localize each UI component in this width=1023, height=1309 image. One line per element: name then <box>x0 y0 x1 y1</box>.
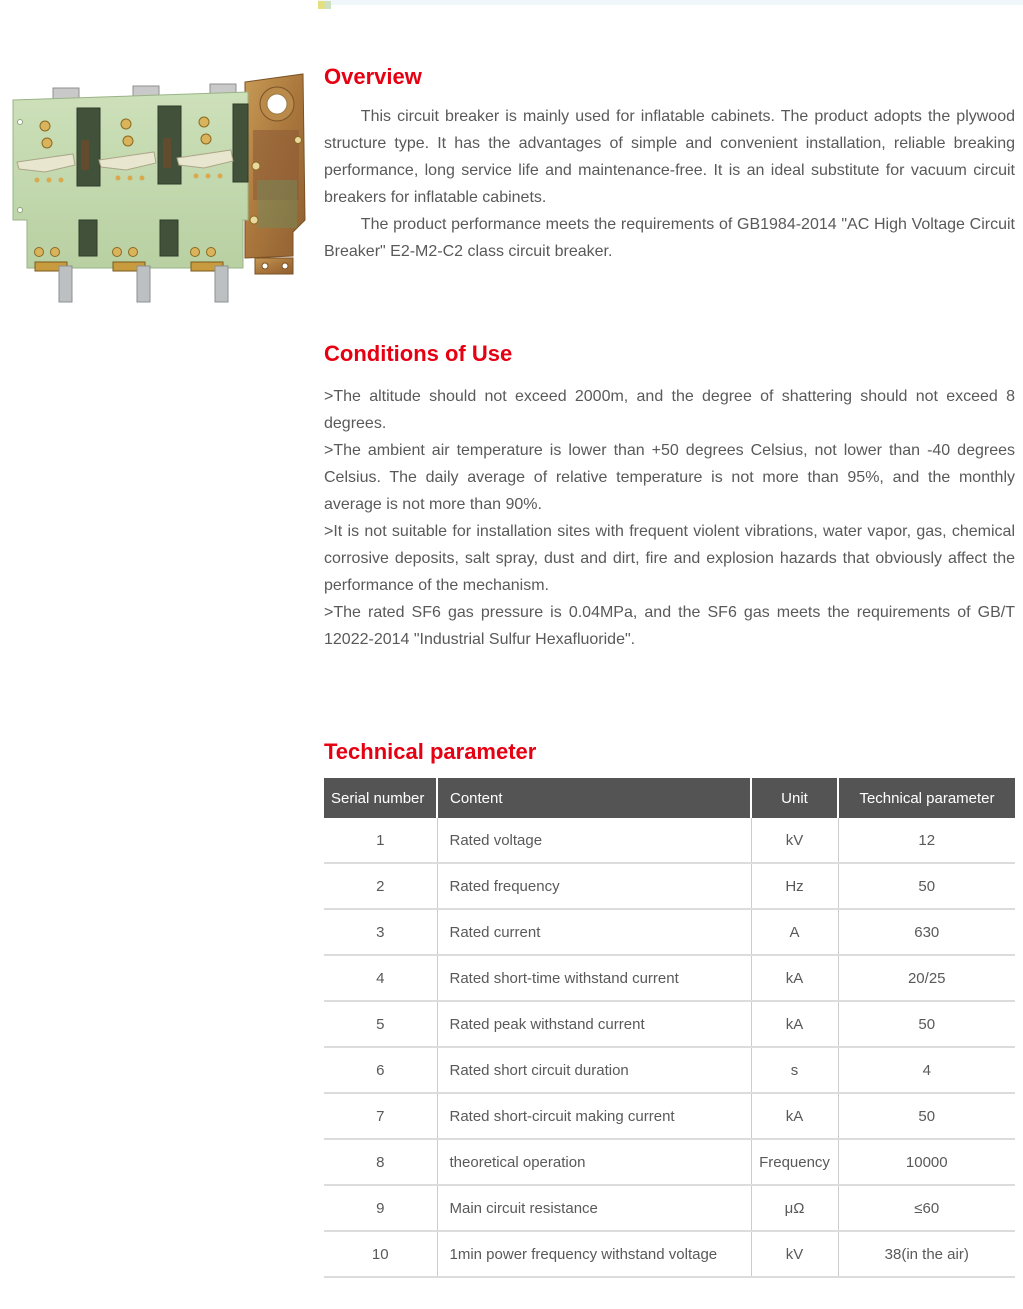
unit-cell: Frequency <box>751 1139 838 1185</box>
serial-cell: 7 <box>324 1093 437 1139</box>
header-serial-number: Serial number <box>324 778 437 818</box>
header-unit: Unit <box>751 778 838 818</box>
overview-paragraph: This circuit breaker is mainly used for inflatable cabinets. The product adopts the plywood structure type. It has the advantages of simple and convenient installation, reliable breaking performance, long service life and maintenance-free. It is an ideal substitute for vacuum circuit breakers for inflatable cabinets. <box>324 108 1015 206</box>
condition-item: >It is not suitable for installation sites with frequent violent vibrations, water vapor, gas, chemical corrosive deposits, salt spray, dust and dirt, fire and explosion hazards that obviously affect the performance of the mechanism. <box>324 523 1015 594</box>
technical-parameter-table <box>324 778 1015 1278</box>
serial-cell: 4 <box>324 955 437 1001</box>
unit-cell: μΩ <box>751 1185 838 1231</box>
table-row <box>324 1185 1015 1231</box>
unit-cell: kA <box>751 1093 838 1139</box>
serial-cell: 2 <box>324 863 437 909</box>
table-row <box>324 1093 1015 1139</box>
content-cell: Rated frequency <box>437 863 751 909</box>
param-cell: 50 <box>838 863 1015 909</box>
serial-cell: 5 <box>324 1001 437 1047</box>
table-row <box>324 1231 1015 1277</box>
content-cell: 1min power frequency withstand voltage <box>437 1231 751 1277</box>
conditions-heading: Conditions of Use <box>324 341 513 366</box>
header-technical-parameter: Technical parameter <box>838 778 1015 818</box>
unit-cell: s <box>751 1047 838 1093</box>
content-cell: Rated short-circuit making current <box>437 1093 751 1139</box>
top-strip <box>318 0 1023 5</box>
condition-item: >The rated SF6 gas pressure is 0.04MPa, and the SF6 gas meets the requirements of GB/T 12022-2014 "Industrial Sulfur Hexafluoride". <box>324 604 1015 648</box>
serial-cell: 3 <box>324 909 437 955</box>
condition-item: >The ambient air temperature is lower than +50 degrees Celsius, not lower than -40 degrees Celsius. The daily average of relative temperature is not more than 95%, and the monthly average is not more than 90%. <box>324 442 1015 513</box>
param-cell: 12 <box>838 818 1015 863</box>
overview-paragraph: The product performance meets the requirements of GB1984-2014 "AC High Voltage Circuit Breaker" E2-M2-C2 class circuit breaker. <box>324 216 1015 260</box>
table-row <box>324 1139 1015 1185</box>
param-cell: ≤60 <box>838 1185 1015 1231</box>
unit-cell: kV <box>751 1231 838 1277</box>
unit-cell: kV <box>751 818 838 863</box>
product-image <box>5 70 310 308</box>
param-cell: 4 <box>838 1047 1015 1093</box>
param-cell: 10000 <box>838 1139 1015 1185</box>
param-cell: 50 <box>838 1093 1015 1139</box>
param-cell: 630 <box>838 909 1015 955</box>
table-row <box>324 863 1015 909</box>
content-cell: Rated current <box>437 909 751 955</box>
serial-cell: 10 <box>324 1231 437 1277</box>
table-row <box>324 909 1015 955</box>
unit-cell: Hz <box>751 863 838 909</box>
content-cell: Rated peak withstand current <box>437 1001 751 1047</box>
unit-cell: kA <box>751 955 838 1001</box>
table-row <box>324 1001 1015 1047</box>
content-cell: Rated voltage <box>437 818 751 863</box>
page-corner-icon <box>318 1 331 9</box>
serial-cell: 9 <box>324 1185 437 1231</box>
table-row <box>324 955 1015 1001</box>
param-cell: 20/25 <box>838 955 1015 1001</box>
overview-heading: Overview <box>324 64 422 89</box>
technical-heading: Technical parameter <box>324 739 537 764</box>
table-header-row <box>324 778 1015 818</box>
table-row <box>324 1047 1015 1093</box>
circuit-breaker-illustration <box>5 70 310 308</box>
conditions-text <box>324 383 1015 653</box>
param-cell: 50 <box>838 1001 1015 1047</box>
unit-cell: kA <box>751 1001 838 1047</box>
serial-cell: 8 <box>324 1139 437 1185</box>
content-cell: theoretical operation <box>437 1139 751 1185</box>
table-row <box>324 818 1015 863</box>
overview-text <box>324 103 1015 265</box>
serial-cell: 6 <box>324 1047 437 1093</box>
condition-item: >The altitude should not exceed 2000m, and the degree of shattering should not exceed 8 degrees. <box>324 388 1015 432</box>
content-cell: Rated short-time withstand current <box>437 955 751 1001</box>
header-content: Content <box>437 778 751 818</box>
content-cell: Main circuit resistance <box>437 1185 751 1231</box>
content-cell: Rated short circuit duration <box>437 1047 751 1093</box>
unit-cell: A <box>751 909 838 955</box>
serial-cell: 1 <box>324 818 437 863</box>
param-cell: 38(in the air) <box>838 1231 1015 1277</box>
